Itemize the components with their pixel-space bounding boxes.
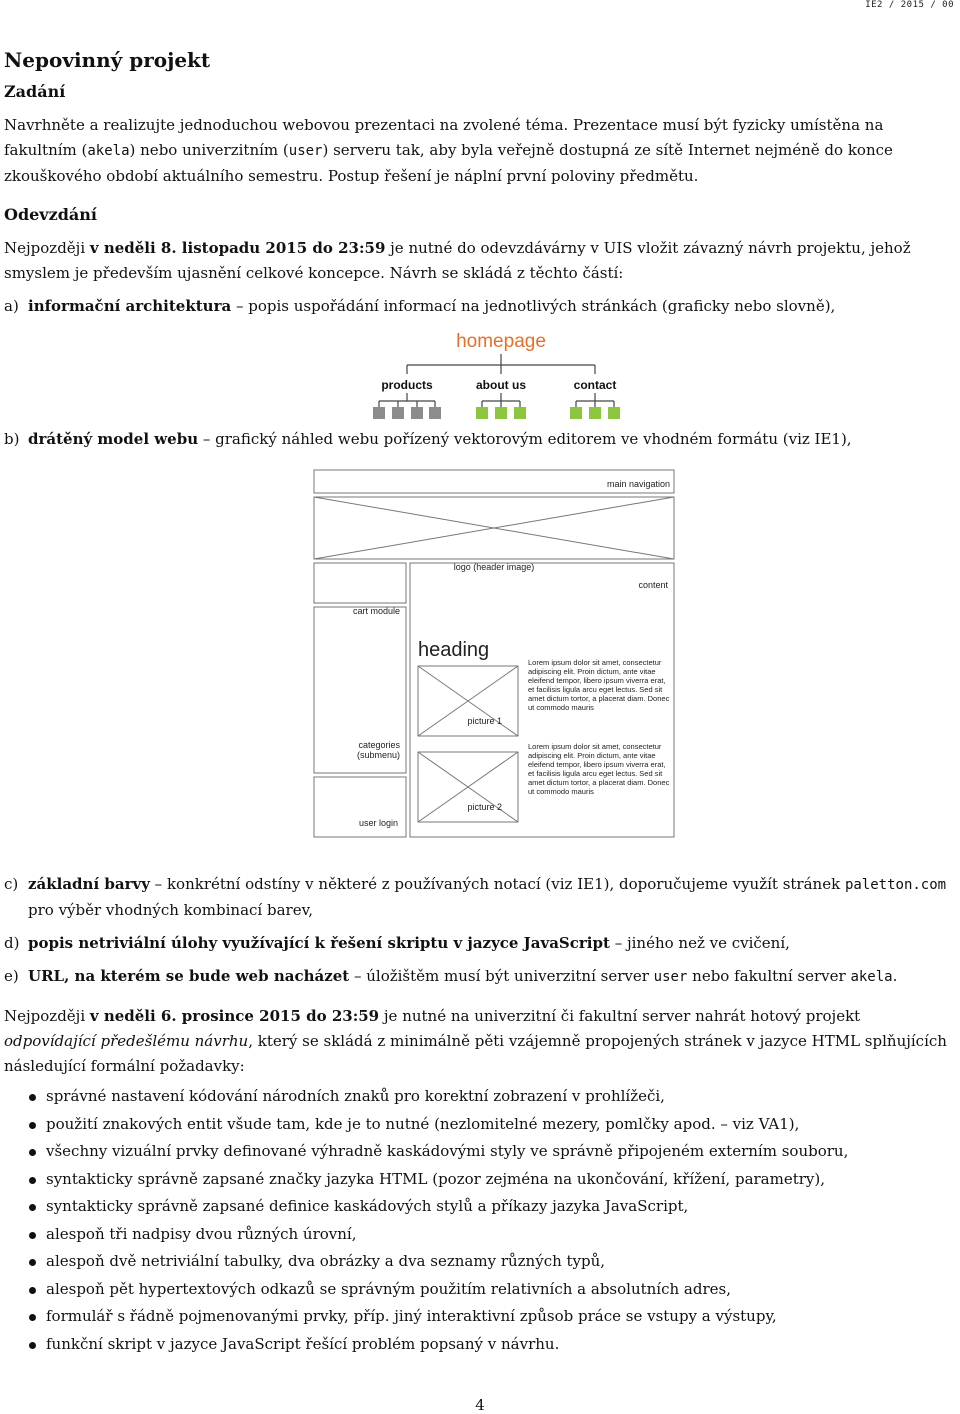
part-item-d [4, 931, 956, 956]
document-body [4, 48, 956, 1358]
wf-lorem-block-1 [528, 658, 670, 712]
ia-diagram-svg [4, 325, 956, 427]
requirement-item: formulář s řádně pojmenovanými prvky, příp. jiný interaktivní způsob práce se vstupy a výstupy, [4, 1303, 956, 1331]
ia-page-box [476, 407, 488, 419]
ia-page-box [570, 407, 582, 419]
part-label: d) [4, 934, 20, 952]
requirement-item: syntakticky správně zapsané značky jazyka HTML (pozor zejména na ukončování, křížení, parametry), [4, 1166, 956, 1194]
submission-text: je nutné na univerzitní či fakultní server nahrát hotový projekt [379, 1007, 861, 1025]
part-text: – jiného než ve cvičení, [609, 934, 790, 952]
ia-child-products: products [381, 378, 433, 392]
wf-lorem-line: et facilisis ligula arcu eget lectus. Sed sit [528, 685, 663, 694]
section-heading-assignment: Zadání [4, 82, 66, 101]
part-text: – popis uspořádání informací na jednotlivých stránkách (graficky nebo slovně), [231, 297, 836, 315]
part-title: popis netriviální úlohy využívající k řešení skriptu v jazyce JavaScript [28, 934, 610, 952]
part-text: nebo fakultní server [687, 967, 851, 985]
wf-lorem-block-2 [528, 742, 670, 796]
wf-categories-label: categories [358, 740, 400, 750]
requirement-item: použití znakových entit všude tam, kde je to nutné (nezlomitelné mezery, pomlčky apod. – viz VA1), [4, 1111, 956, 1139]
part-label: a) [4, 297, 19, 315]
ia-diagram [4, 325, 956, 427]
ia-page-box [392, 407, 404, 419]
server-name-akela: akela [850, 969, 893, 985]
assignment-text: Navrhněte a realizujte jednoduchou webovou prezentaci na zvolené téma. Prezentace musí být fyzicky umístěna na fakultním ( [4, 116, 884, 159]
part-label: c) [4, 875, 19, 893]
wireframe-diagram [4, 460, 956, 872]
server-name-user: user [653, 969, 688, 985]
wf-content-label: content [638, 580, 668, 590]
requirements-list [4, 1083, 956, 1358]
ia-child-contact: contact [573, 378, 617, 392]
ia-grey-pages [373, 407, 441, 419]
ia-root-label: homepage [456, 331, 546, 352]
section-heading-submission: Odevzdání [4, 205, 97, 224]
submission-text: , který se skládá z minimálně pěti vzájemně propojených stránek v jazyce HTML splňujících následující formální požadavky: [4, 1032, 947, 1075]
url-paletton: paletton.com [844, 877, 947, 893]
part-title: základní barvy [28, 875, 150, 893]
part-item-c [4, 872, 956, 923]
requirement-item: alespoň tři nadpisy dvou různých úrovní, [4, 1221, 956, 1249]
requirement-item: alespoň dvě netriviální tabulky, dva obrázky a dva seznamy různých typů, [4, 1248, 956, 1276]
ia-page-box [589, 407, 601, 419]
requirement-item: alespoň pět hypertextových odkazů se správným použitím relativních a absolutních adres, [4, 1276, 956, 1304]
assignment-paragraph [4, 113, 956, 189]
server-name-user: user [288, 143, 323, 159]
submission-text: je nutné do odevzdávárny v UIS vložit závazný návrh projektu, jehož smyslem je především ujasnění celkové koncepce. Návrh se skládá z těchto částí: [4, 239, 911, 282]
server-name-akela: akela [87, 143, 130, 159]
ia-page-box [429, 407, 441, 419]
proposal-parts-list [4, 294, 956, 990]
wf-lorem-line: adipiscing elit. Proin dictum, ante vitae [528, 751, 656, 760]
part-item-b [4, 427, 956, 452]
wf-lorem-line: adipiscing elit. Proin dictum, ante vitae [528, 667, 656, 676]
deadline-2: v neděli 6. prosince 2015 do 23:59 [89, 1007, 380, 1025]
assignment-text: ) nebo univerzitním ( [129, 141, 289, 159]
wf-lorem-line: Lorem ipsum dolor sit amet, consectetur [528, 658, 662, 667]
page-header: IE2 / 2015 / 00 [865, 0, 954, 10]
wf-picture2-label: picture 2 [467, 802, 502, 812]
part-text: pro výběr vhodných kombinací barev, [28, 901, 314, 919]
wf-picture1-label: picture 1 [467, 716, 502, 726]
ia-child-about-us: about us [476, 378, 526, 392]
page-number: 4 [475, 1396, 485, 1414]
wf-lorem-line: amet dictum tortor, a placerat diam. Donec [528, 694, 670, 703]
wf-logo-label: logo (header image) [453, 562, 535, 572]
emphasis-text: odpovídající předešlému návrhu [4, 1032, 249, 1050]
part-text: – konkrétní odstíny v některé z používaných notací (viz IE1), doporučujeme využít stránek [149, 875, 845, 893]
part-item-a [4, 294, 956, 319]
wf-login-box [314, 777, 406, 837]
requirement-item: funkční skript v jazyce JavaScript řešící problém popsaný v návrhu. [4, 1331, 956, 1359]
wf-cart-label: cart module [352, 606, 400, 616]
ia-page-box [495, 407, 507, 419]
part-text: . [892, 967, 898, 985]
part-label: b) [4, 430, 20, 448]
wf-lorem-line: et facilisis ligula arcu eget lectus. Sed sit [528, 769, 663, 778]
wf-lorem-line: eleifend tempor, libero ipsum viverra erat, [528, 676, 666, 685]
wf-nav-label: main navigation [606, 479, 670, 489]
wf-heading-label: heading [418, 639, 490, 661]
part-label: e) [4, 967, 19, 985]
page-title: Nepovinný projekt [4, 48, 211, 72]
wf-lorem-line: eleifend tempor, libero ipsum viverra erat, [528, 760, 666, 769]
submission-text: Nejpozději [4, 239, 90, 257]
submission-paragraph-2 [4, 1004, 956, 1079]
ia-page-box [514, 407, 526, 419]
submission-paragraph-1 [4, 236, 956, 286]
assignment-text: ) serveru tak, aby byla veřejně dostupná ze sítě Internet nejméně do konce zkouškového období aktuálního semestru. Postup řešení je náplní první poloviny předmětu. [4, 141, 893, 185]
wf-lorem-line: ut commodo mauris [528, 703, 594, 712]
requirement-item: syntakticky správně zapsané definice kaskádových stylů a příkazy jazyka JavaScript, [4, 1193, 956, 1221]
part-title: informační architektura [28, 297, 232, 315]
wireframe-svg [4, 460, 956, 872]
wf-login-label: user login [358, 818, 398, 828]
ia-page-box [373, 407, 385, 419]
ia-page-box [608, 407, 620, 419]
requirement-item: správné nastavení kódování národních znaků pro korektní zobrazení v prohlížeči, [4, 1083, 956, 1111]
ia-green-pages [476, 407, 620, 419]
part-title: drátěný model webu [28, 430, 199, 448]
part-text: – grafický náhled webu pořízený vektorovým editorem ve vhodném formátu (viz IE1), [198, 430, 852, 448]
part-text: – úložištěm musí být univerzitní server [349, 967, 654, 985]
wf-lorem-line: amet dictum tortor, a placerat diam. Donec [528, 778, 670, 787]
submission-text: Nejpozději [4, 1007, 90, 1025]
wf-lorem-line: Lorem ipsum dolor sit amet, consectetur [528, 742, 662, 751]
deadline-1: v neděli 8. listopadu 2015 do 23:59 [89, 239, 386, 257]
part-title: URL, na kterém se bude web nacházet [28, 967, 350, 985]
ia-page-box [411, 407, 423, 419]
wf-lorem-line: ut commodo mauris [528, 787, 594, 796]
requirement-item: všechny vizuální prvky definované výhradně kaskádovými styly ve správně připojeném externím souboru, [4, 1138, 956, 1166]
wf-cart-box [314, 563, 406, 603]
wf-categories-label: (submenu) [356, 750, 400, 760]
part-item-e [4, 964, 956, 990]
